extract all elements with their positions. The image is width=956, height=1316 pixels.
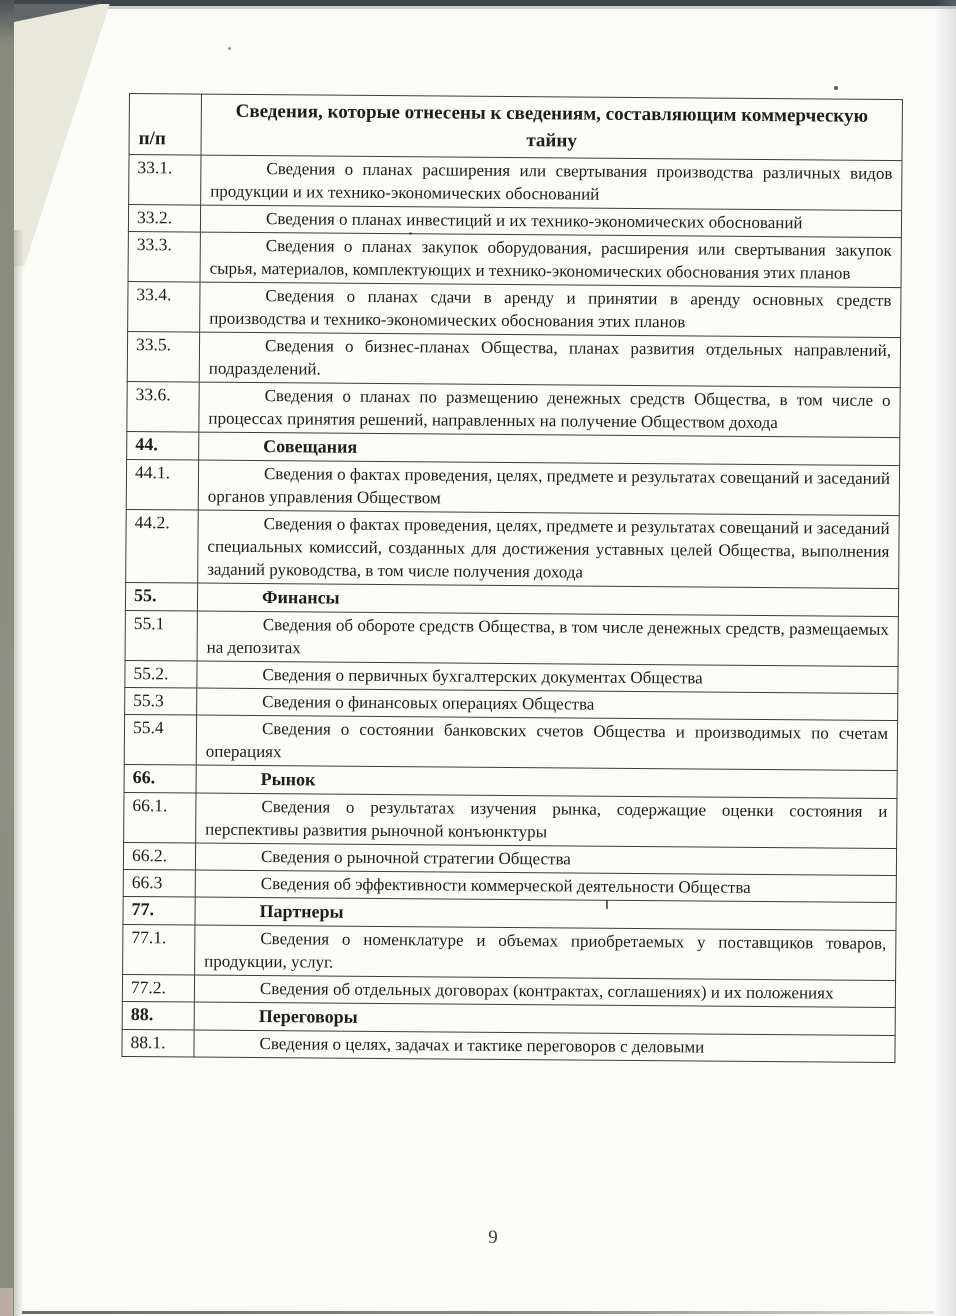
row-text: Сведения об обороте средств Общества, в том числе денежных средств, размещаемых на депозитах (197, 611, 898, 667)
scan-bottom-edge (22, 1311, 934, 1314)
row-text: Сведения о планах по размещению денежных средств Общества, в том числе о процессах принятия решений, направленных на получение Обществом дохода (199, 382, 900, 438)
row-text: Сведения о первичных бухгалтерских документах Общества (197, 661, 898, 694)
table-row (124, 792, 897, 848)
row-number: 33.1. (129, 155, 201, 206)
row-text: Сведения о планах сдачи в аренду и принятии в аренду основных средств производства и технико-экономических обоснования этих планов (200, 282, 901, 338)
row-number: 55. (125, 582, 197, 611)
page-number: 9 (488, 1227, 498, 1248)
row-number: 88.1. (122, 1029, 194, 1057)
table-row (123, 924, 896, 980)
table-body (122, 155, 902, 1063)
table-row (124, 714, 897, 770)
table-row (125, 610, 898, 666)
row-number: 55.2. (125, 660, 197, 688)
table-row (127, 331, 900, 387)
row-text: Сведения о бизнес-планах Общества, планах развития отдельных направлений, подразделений. (199, 332, 900, 388)
page-right-shadow (934, 0, 956, 1316)
scan-corner-backing (14, 4, 118, 266)
row-text: Сведения о планах закупок оборудования, расширения или свертывания закупок сырья, материалов, комплектующих и технико-экономических обоснования этих планов (200, 232, 901, 288)
row-number: 66.3 (123, 869, 195, 897)
row-number: 77.2. (122, 974, 194, 1002)
row-text: Совещания (199, 432, 900, 466)
commercial-secrets-table (121, 93, 903, 1063)
row-text: Сведения о рыночной стратегии Общества (195, 843, 896, 876)
row-text: Сведения о состоянии банковских счетов Общества и производимых по счетам операциях (196, 715, 897, 771)
table-row (126, 459, 899, 515)
row-text: Сведения о планах инвестиций и их технико-экономических обоснований (200, 205, 901, 238)
row-number: 88. (122, 1001, 194, 1030)
table-header (129, 94, 902, 161)
table-row (122, 1029, 895, 1062)
row-text: Рынок (196, 765, 897, 799)
row-text: Сведения о финансовых операциях Общества (197, 688, 898, 721)
row-number: 55.1 (125, 610, 197, 661)
row-number: 66. (124, 764, 196, 793)
row-number: 55.3 (125, 687, 197, 715)
scan-speck (228, 47, 231, 50)
header-row (129, 94, 902, 161)
row-text: Сведения о номенклатуре и объемах приобретаемых у поставщиков товаров, продукции, услуг. (195, 925, 896, 981)
scan-speck (834, 86, 838, 90)
row-number: 33.3. (128, 231, 200, 282)
row-text: Сведения об эффективности коммерческой деятельности Общества (195, 870, 896, 903)
row-text: Сведения о целях, задачах и тактике переговоров с деловыми (194, 1030, 895, 1063)
row-number: 33.4. (128, 281, 200, 332)
scan-bottom-corner (0, 1288, 13, 1316)
scan-left-edge (0, 0, 14, 1316)
row-text: Сведения о фактах проведения, целях, предмете и результатах совещаний и заседаний органов управления Обществом (198, 460, 899, 516)
row-text: Сведения об отдельных договорах (контрактах, соглашениях) и их положениях (194, 975, 895, 1008)
row-number: 33.5. (127, 331, 199, 382)
row-number: 77. (123, 896, 195, 925)
table-row (126, 509, 900, 588)
page-edge-shadow (14, 230, 24, 1316)
row-number: 66.2. (123, 842, 195, 870)
header-title-text: Сведения, которые отнесены к сведениям, составляющим коммерческую тайну (235, 100, 869, 152)
row-number: 44.2. (126, 509, 199, 583)
row-number: 66.1. (124, 792, 196, 843)
table-row (127, 381, 900, 437)
row-number: 33.2. (128, 205, 200, 233)
row-number: 55.4 (124, 714, 196, 765)
row-number: 33.6. (127, 381, 199, 432)
scan-top-edge-fade (0, 6, 956, 9)
header-col-number: п/п (129, 94, 201, 156)
row-text: Переговоры (194, 1002, 895, 1036)
row-text: Сведения о результатах изучения рынка, содержащие оценки состояния и перспективы развития рыночной конъюнктуры (196, 793, 897, 849)
table-row (128, 231, 901, 287)
table-row (128, 281, 901, 337)
row-number: 77.1. (123, 924, 195, 975)
header-col-title (201, 94, 902, 161)
row-text: Финансы (197, 583, 898, 617)
row-text: Сведения о планах расширения или свертывания производства различных видов продукции и их технико-экономических обоснований (201, 155, 902, 211)
table-row (129, 155, 902, 211)
row-number: 44.1. (126, 459, 198, 510)
row-text: Партнеры (195, 897, 896, 931)
row-text: Сведения о фактах проведения, целях, предмете и результатах совещаний и заседаний специальных комиссий, созданных для достижения уставных целей Общества, выполнения заданий руководства, в том числе получения дохода (198, 510, 900, 589)
row-number: 44. (127, 431, 199, 460)
